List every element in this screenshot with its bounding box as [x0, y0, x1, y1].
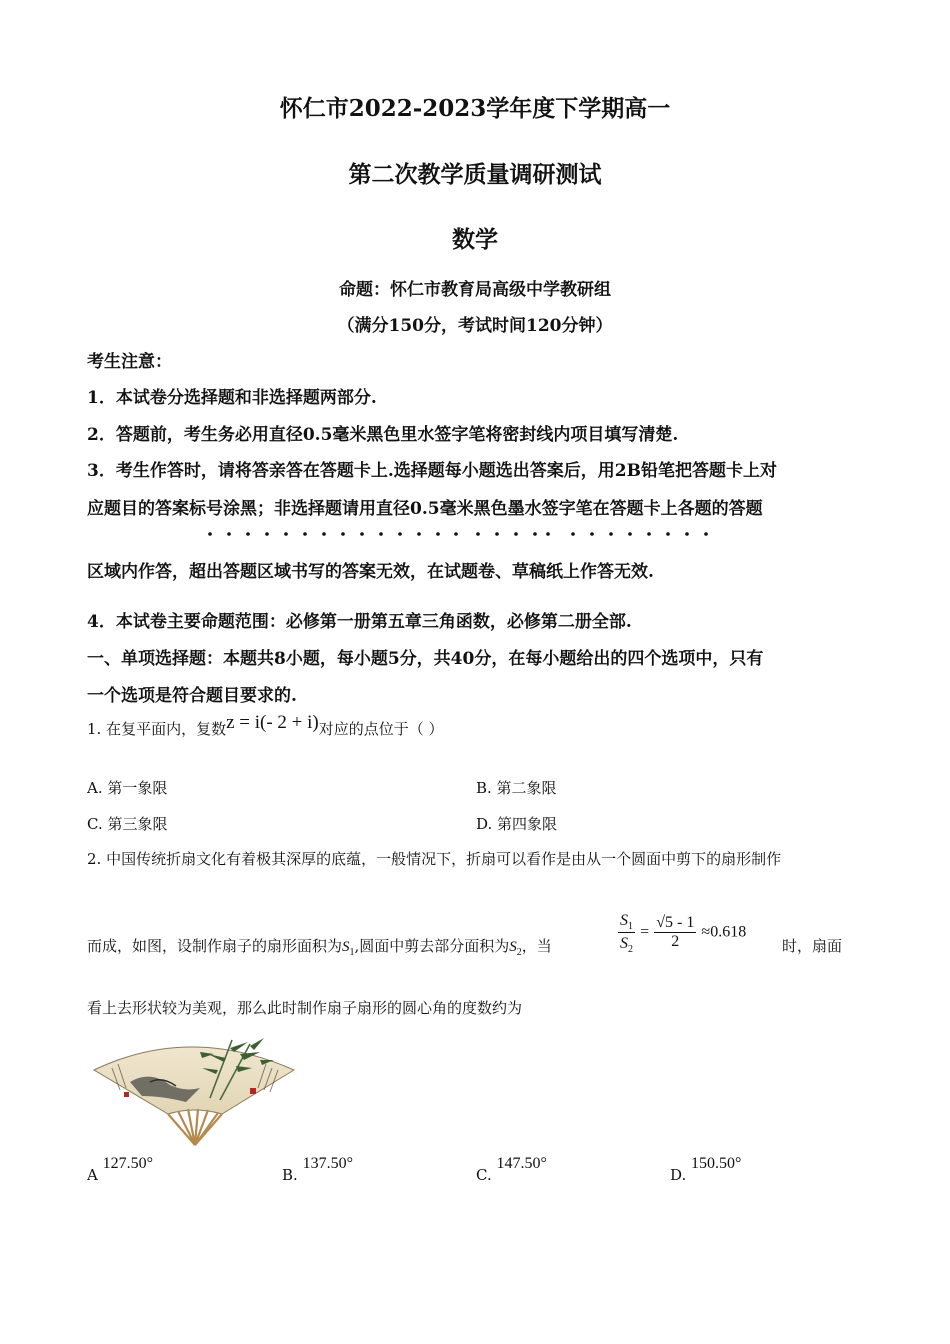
q1-option-a: A. 第一象限: [87, 779, 168, 797]
q2-text-c: ，当: [521, 937, 552, 955]
title-line-1: 怀仁市2022-2023学年度下学期高一: [279, 95, 671, 122]
q2-option-a-value: 127.50°: [102, 1155, 154, 1172]
q2-option-b-value: 137.50°: [302, 1155, 353, 1172]
folding-fan-image: [90, 1030, 300, 1150]
minus-one: - 1: [673, 914, 695, 932]
q1-formula: z = i(- 2 + i): [226, 712, 319, 733]
section-1-line-2: 一个选项是符合题目要求的.: [87, 686, 297, 706]
ratio-fraction: [618, 910, 635, 955]
q2-option-c-value: 147.50°: [496, 1155, 547, 1172]
q2-option-a-label: A: [87, 1166, 98, 1184]
note-3-line-2: 应题目的答案标号涂黑；非选择题请用直径0.5毫米黑色墨水签字笔在答题卡上各题的答题: [87, 499, 763, 519]
q2-option-d-label: D.: [670, 1166, 687, 1184]
ratio-numerator-sub: 1: [628, 921, 633, 933]
q1-option-d: D. 第四象限: [476, 815, 558, 833]
section-1-line-1: 一、单项选择题：本题共8小题，每小题5分，共40分，在每小题给出的四个选项中，只有: [87, 649, 764, 669]
score-time-line: （满分150分，考试时间120分钟）: [337, 316, 613, 336]
q2-option-b: [282, 1155, 353, 1185]
q2-option-b-label: B.: [282, 1166, 298, 1184]
emphasis-dots: [0, 529, 950, 539]
q2-option-c-label: C.: [476, 1166, 492, 1184]
ratio-denominator: S: [620, 935, 628, 953]
subject-title: 数学: [452, 226, 498, 253]
q2-text-a: 而成，如图，设制作扇子的扇形面积为: [87, 937, 343, 955]
approx-value: ≈0.618: [701, 923, 747, 941]
author-line: 命题：怀仁市教育局高级中学教研组: [339, 280, 611, 300]
q2-option-c: [476, 1155, 547, 1185]
ratio-denominator-sub: 2: [628, 944, 633, 956]
note-3-line-3: 区域内作答，超出答题区域书写的答案无效，在试题卷、草稿纸上作答无效.: [87, 562, 654, 582]
s2-subscript: 2: [516, 947, 522, 958]
sqrt5: √5: [656, 914, 673, 932]
q2-line-1: 2. 中国传统折扇文化有着极其深厚的底蕴，一般情况下，折扇可以看作是由从一个圆面中剪下的扇形制作: [87, 850, 782, 868]
ratio-numerator: S: [620, 912, 628, 929]
notes-heading: 考生注意：: [87, 352, 172, 372]
q2-option-d-value: 150.50°: [691, 1155, 742, 1172]
s2-symbol: S: [509, 939, 517, 955]
q2-text-b: ,圆面中剪去部分面积为: [354, 937, 510, 955]
s1-subscript: 1: [349, 947, 355, 958]
ratio-formula: $\frac{S_1}{S_2}$ = $\frac{√5 - 1}{2}$ ≈0.618: [620, 912, 747, 956]
q2-text-d: 时，扇面: [782, 937, 843, 955]
q2-line-2: [87, 935, 552, 958]
note-1: 1．本试卷分选择题和非选择题两部分.: [87, 388, 377, 408]
note-2: 2．答题前，考生务必用直径0.5毫米黑色里水签字笔将密封线内项目填写清楚.: [87, 425, 679, 445]
s1-symbol: S: [342, 939, 350, 955]
note-3-line-1: 3．考生作答时，请将答亲答在答题卡上.选择题每小题选出答案后，用2B铅笔把答题卡上对: [87, 461, 777, 481]
q1-option-b: B. 第二象限: [476, 779, 557, 797]
q2-option-a: [87, 1155, 154, 1185]
denominator-two: 2: [671, 933, 680, 951]
q1-suffix: 对应的点位于（ ）: [318, 720, 444, 738]
q1-prefix: 1. 在复平面内，复数: [87, 720, 227, 738]
note-4: 4．本试卷主要命题范围：必修第一册第五章三角函数，必修第二册全部.: [87, 612, 632, 632]
q2-option-d: [670, 1155, 742, 1185]
q1-option-c: C. 第三象限: [87, 815, 168, 833]
q2-line-3: 看上去形状较为美观，那么此时制作扇子扇形的圆心角的度数约为: [87, 999, 523, 1017]
title-line-2: 第二次教学质量调研测试: [348, 161, 602, 188]
golden-fraction: [654, 914, 696, 951]
question-1-stem: [87, 712, 444, 740]
